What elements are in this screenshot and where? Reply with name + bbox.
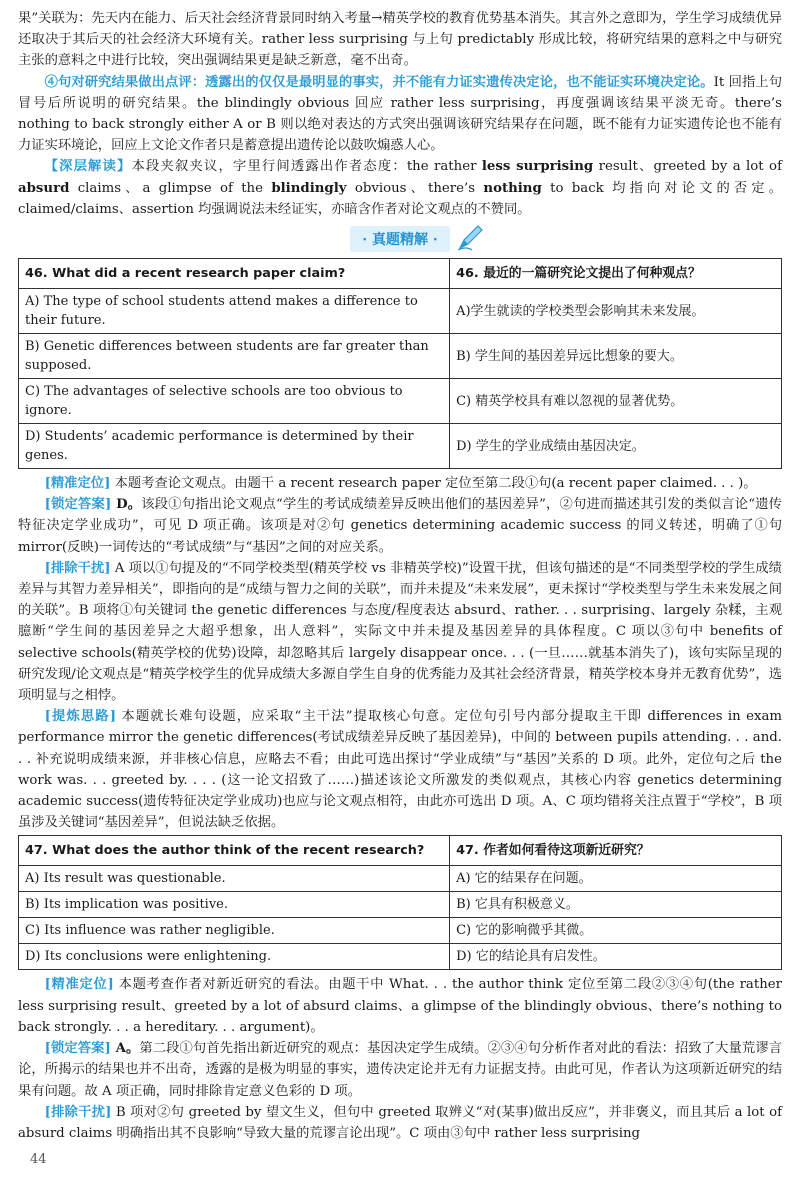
- option-en: D) Its conclusions were enlightening.: [19, 944, 450, 970]
- question-en: 47. What does the author think of the recent research?: [19, 836, 450, 866]
- page-content: [18, 8, 782, 1144]
- option-en: D) Students’ academic performance is determined by their genes.: [19, 424, 450, 469]
- analysis-text: It 回指上句冒号后所说明的研究结果。the blindingly obvious 回应 rather less surprising，再度强调该结果平淡无奇。there’s nothing to back strongly either A or B 则以绝对表达的方式突出强调该研究结果存在问题，既不能有力证实遗传论也不能有力证实环境论，回应上文论文作者只是蓄意提出遗传论以鼓吹煽惑人心。: [18, 74, 783, 154]
- locate-label: [精准定位]: [44, 476, 111, 492]
- banner-title: · 真题精解 ·: [350, 226, 450, 252]
- option-en: A) The type of school students attend makes a difference to their future.: [19, 289, 450, 334]
- option-row: [19, 944, 782, 970]
- question-47-table: [18, 835, 782, 970]
- exclude-label: [排除干扰]: [44, 560, 111, 576]
- option-cn: B) 学生间的基因差异远比想象的要大。: [450, 334, 782, 379]
- locate-paragraph: [精准定位] 本题考查作者对新近研究的看法。由题干中 What. . . the author think 定位至第二段②③④句(the rather less surprising result、greeted by a lot of absurd claims、a glimpse of the blindingly obvious、there’s nothing to back strongly. . . a hereditary. . . argument)。: [18, 977, 782, 1035]
- exclude-paragraph: [排除干扰] A 项以①句提及的“不同学校类型(精英学校 vs 非精英学校)”设置干扰，但该句描述的是“不同类型学校的学生成绩差异与其智力差异相关”，即指向的是“成绩与智力之间的关联”，而并未提及“未来发展”，更未探讨“学校类型与学生未来发展之间的关联”。B 项将①句关键词 the genetic differences 与态度/程度表达 absurd、rather. . . surprising、largely 杂糅，主观臆断“学生间的基因差异之大超乎想象，出人意料”，实际文中并未提及基因差异的具体程度。C 项以③句中 benefits of selective schools(精英学校的优势)设障，却忽略其后 largely disappear once. . . (一旦……就基本消失了)，该句实际呈现的研究发现/论文观点是“精英学校学生的优异成绩大多源自学生自身的优秀能力及其社会经济背景，精英学校本身并无教育优势”，选项明显与之相悖。: [18, 560, 782, 704]
- option-cn: A)学生就读的学校类型会影响其未来发展。: [450, 289, 782, 334]
- option-cn: C) 精英学校具有难以忽视的显著优势。: [450, 379, 782, 424]
- highlight-sentence: ④句对研究结果做出点评：透露出的仅仅是最明显的事实，并不能有力证实遗传决定论，也不能证实环境决定论。: [44, 74, 714, 90]
- option-cn: B) 它具有积极意义。: [450, 892, 782, 918]
- locate-paragraph: [精准定位] 本题考查论文观点。由题干 a recent research paper 定位至第二段①句(a recent paper claimed. . . )。: [44, 476, 757, 492]
- option-row: [19, 866, 782, 892]
- option-en: B) Its implication was positive.: [19, 892, 450, 918]
- pen-icon: [456, 222, 486, 252]
- answer-label: [锁定答案]: [44, 497, 112, 513]
- option-row: [19, 379, 782, 424]
- question-en: 46. What did a recent research paper claim?: [19, 259, 450, 289]
- option-en: C) The advantages of selective schools are too obvious to ignore.: [19, 379, 450, 424]
- deep-reading-label: 【深层解读】: [44, 159, 132, 175]
- option-cn: A) 它的结果存在问题。: [450, 866, 782, 892]
- method-paragraph: [提炼思路] 本题就长难句设题，应采取“主干法”提取核心句意。定位句引号内部分提取主干即 differences in exam performance mirror the genetic differences(考试成绩差异反映了基因差异)，中间的 between pupils attending. . . and. . . 补充说明成绩来源，并非核心信息，应略去不看；由此可选出探讨“学业成绩”与“基因”关系的 D 项。此外，定位句之后 the work was. . . greeted by. . . . (这一论文招致了……)描述该论文所激发的类似观点，其核心内容 genetics determining academic success(遗传特征决定学业成功)也应与论文观点相符，由此亦可选出 D 项。A、C 项均错将关注点置于“学校”，B 项虽涉及关键词“基因差异”，但说法缺乏依据。: [18, 709, 783, 831]
- option-cn: D) 它的结论具有启发性。: [450, 944, 782, 970]
- option-cn: C) 它的影响微乎其微。: [450, 918, 782, 944]
- option-en: B) Genetic differences between students are far greater than supposed.: [19, 334, 450, 379]
- option-row: [19, 918, 782, 944]
- question-46-table: [18, 258, 782, 469]
- deep-reading-paragraph: 【深层解读】本段夹叙夹议，字里行间透露出作者态度：the rather less surprising result、greeted by a lot of absurd claims、a glimpse of the blindingly obvious、there’s nothing to back 均指向对论文的否定。claimed/claims、assertion 均强调说法未经证实，亦暗含作者对论文观点的不赞同。: [18, 159, 782, 217]
- locate-label: [精准定位]: [44, 977, 114, 993]
- analysis-paragraph: 果”关联为：先天内在能力、后天社会经济背景同时纳入考量→精英学校的教育优势基本消失。其言外之意即为，学生学习成绩优异还取决于其后天的社会经济大环境有关。rather less surprising 与上句 predictably 形成比较，将研究结果的意料之中与研究主张的意料之中进行比较，突出强调结果更是缺乏新意，毫不出奇。: [18, 11, 782, 69]
- question-row: [19, 259, 782, 289]
- question-row: [19, 836, 782, 866]
- option-row: [19, 424, 782, 469]
- answer-value: A。: [110, 1041, 140, 1057]
- answer-value: D。: [111, 497, 142, 513]
- option-row: [19, 892, 782, 918]
- exclude-label: [排除干扰]: [44, 1104, 112, 1120]
- question-cn: 46. 最近的一篇研究论文提出了何种观点？: [450, 259, 782, 289]
- option-cn: D) 学生的学业成绩由基因决定。: [450, 424, 782, 469]
- page-number: 44: [30, 1152, 47, 1167]
- option-row: [19, 334, 782, 379]
- option-row: [19, 289, 782, 334]
- option-en: A) Its result was questionable.: [19, 866, 450, 892]
- section-banner: [18, 226, 782, 252]
- method-label: [提炼思路]: [44, 709, 117, 725]
- answer-label: [锁定答案]: [44, 1041, 111, 1057]
- answer-paragraph: [锁定答案] A。第二段①句首先指出新近研究的观点：基因决定学生成绩。②③④句分析作者对此的看法：招致了大量荒谬言论，所揭示的结果也并不出奇，透露的是极为明显的事实，遗传决定论并无有力证据支持。由此可见，作者认为这项新近研究的结果有问题。故 A 项正确，同时排除肯定意义色彩的 D 项。: [18, 1041, 783, 1099]
- answer-paragraph: [锁定答案] D。该段①句指出论文观点“学生的考试成绩差异反映出他们的基因差异”，②句进而描述其引发的类似言论“遗传特征决定学业成功”，可见 D 项正确。该项是对②句 genetics determining academic success 的同义转述，明确了①句 mirror(反映)一词传达的“考试成绩”与“基因”之间的对应关系。: [18, 497, 782, 555]
- exclude-paragraph: [排除干扰] B 项对②句 greeted by 望文生义，但句中 greeted 取辨义“对(某事)做出反应”，并非褒义，而且其后 a lot of absurd claims 明确指出其不良影响“导致大量的荒谬言论出现”。C 项由③句中 rather less surprising: [18, 1104, 782, 1141]
- analysis-paragraph: [18, 72, 782, 157]
- question-cn: 47. 作者如何看待这项新近研究？: [450, 836, 782, 866]
- option-en: C) Its influence was rather negligible.: [19, 918, 450, 944]
